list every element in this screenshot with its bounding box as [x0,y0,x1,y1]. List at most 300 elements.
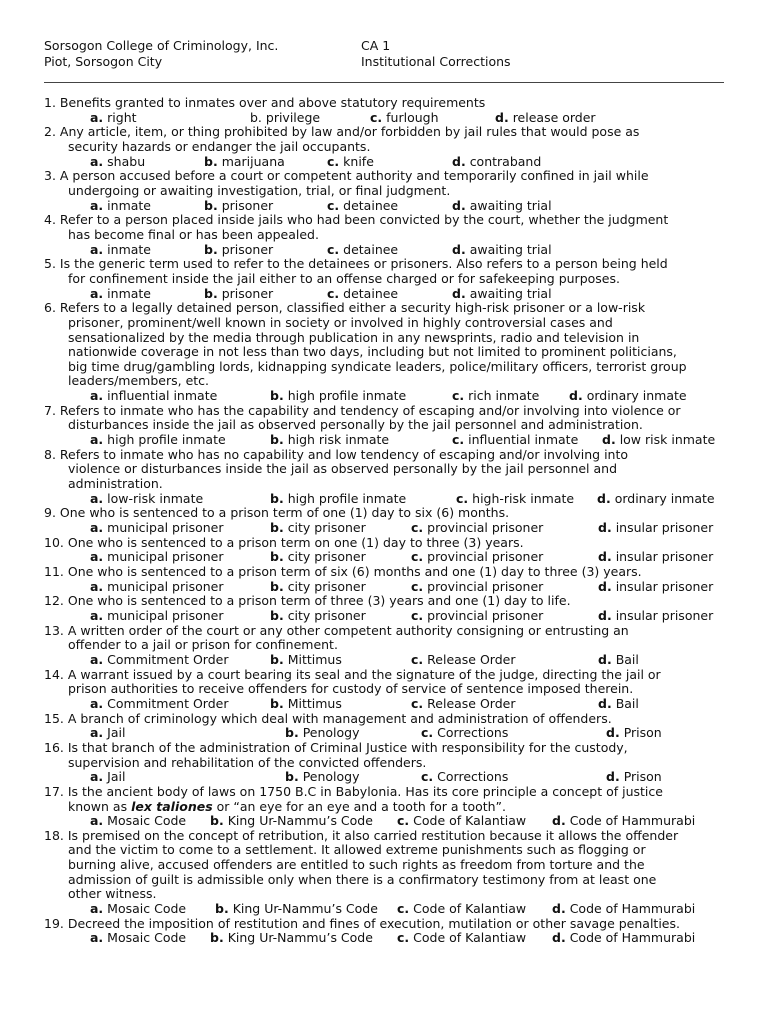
choice-text: low risk inmate [619,432,716,448]
choice-option [270,521,411,536]
choice-option [452,199,552,214]
choice-letter: b. [270,520,284,536]
choice-letter: a. [90,432,104,448]
choice-text: rich inmate [468,388,540,404]
question-item [44,257,734,301]
choice-letter: a. [90,549,104,565]
question-text-continuation: violence or disturbances inside the jail as observed personally by the jail personnel and [68,461,618,477]
question-text-continuation: undergoing or awaiting investigation, trial, or final judgment. [68,182,451,198]
choice-option [411,521,598,536]
choice-text: prisoner [221,285,274,301]
choice-letter: a. [90,153,104,169]
choice-row [44,199,734,214]
question-text-continuation: security hazards or endanger the jail occupants. [68,138,371,154]
choice-option [90,550,270,565]
choice-letter: b. [270,578,284,594]
choice-letter: a. [90,607,104,623]
question-text-continuation: nationwide coverage in not less than two days, including but not limited to prominent politicians, [68,344,677,360]
choice-letter: d. [602,432,616,448]
choice-text: shabu [107,153,146,169]
choice-letter: d. [598,578,612,594]
choice-option [285,726,421,741]
school-address: Piot, Sorsogon City [44,54,163,69]
choice-option [270,550,411,565]
choice-text: prisoner [221,197,274,213]
question-text-continuation: offender to a jail or prison for confinement. [68,637,338,653]
choice-letter: c. [411,578,424,594]
choice-letter: a. [90,901,104,917]
choice-letter: c. [411,607,424,623]
school-name: Sorsogon College of Criminology, Inc. [44,38,279,53]
choice-text: low-risk inmate [107,490,204,506]
choice-text: contraband [469,153,542,169]
question-text: 11. One who is sentenced to a prison term of six (6) months and one (1) day to three (3) years. [44,564,642,579]
choice-letter: c. [397,930,410,946]
question-text-continuation: big time drug/gambling lords, kidnapping syndicate leaders, police/military officers, terrorist group [68,358,687,374]
choice-letter: d. [598,520,612,536]
question-item [44,785,734,829]
choice-option [204,155,327,170]
choice-text: provincial prisoner [427,578,544,594]
choice-letter: a. [90,725,104,741]
choice-letter: c. [327,241,340,257]
choice-text: inmate [107,285,151,301]
choice-letter: c. [421,769,434,785]
choice-text: Code of Hammurabi [569,930,696,946]
choice-option [285,770,421,785]
choice-option [452,243,552,258]
question-item [44,301,734,404]
choice-option [411,697,598,712]
choice-letter: b. [204,153,218,169]
choice-text: Code of Hammurabi [569,813,696,829]
choice-text: Penology [302,725,360,741]
choice-option [90,653,270,668]
question-text-continuation: administration. [68,476,163,492]
choice-text: insular prisoner [615,549,714,565]
question-item [44,96,734,125]
choice-text: Corrections [437,769,509,785]
question-item [44,594,734,623]
choice-row [44,492,734,507]
question-text: 9. One who is sentenced to a prison term of one (1) day to six (6) months. [44,505,510,521]
choice-text: city prisoner [287,520,366,536]
choice-letter: c. [327,153,340,169]
choice-text: insular prisoner [615,578,714,594]
choice-option [598,609,713,624]
choice-option [270,653,411,668]
choice-letter: a. [90,930,104,946]
choice-text: high risk inmate [287,432,390,448]
choice-text: insular prisoner [615,520,714,536]
question-text: 12. One who is sentenced to a prison term of three (3) years and one (1) day to life. [44,593,571,609]
choice-text: Mittimus [287,695,342,711]
choice-option [90,492,270,507]
choice-text: Code of Kalantiaw [413,930,527,946]
choice-option [90,433,270,448]
choice-text: provincial prisoner [427,549,544,565]
choice-text: prisoner [221,241,274,257]
choice-option [452,389,569,404]
choice-letter: c. [411,549,424,565]
choice-text: high profile inmate [287,490,407,506]
choice-option [250,111,370,126]
choice-letter: a. [90,651,104,667]
choice-option [598,653,639,668]
question-text: 5. Is the generic term used to refer to the detainees or prisoners. Also refers to a person being held [44,256,668,272]
choice-row [44,931,734,946]
choice-letter: b. [270,490,284,506]
question-item [44,506,734,535]
choice-option [90,155,204,170]
choice-option [598,521,713,536]
choice-row [44,814,734,829]
choice-option [598,550,713,565]
choice-row [44,726,734,741]
choice-text: high profile inmate [287,388,407,404]
choice-option [270,433,452,448]
choice-letter: a. [90,695,104,711]
question-text: 13. A written order of the court or any other competent authority consigning or entrusting an [44,622,629,638]
choice-letter: d. [452,197,466,213]
choice-row [44,111,734,126]
question-text-continuation: burning alive, accused offenders are entitled to such rights as freedom from torture and the [68,857,645,873]
choice-option [552,931,695,946]
choice-text: Commitment Order [107,695,229,711]
choice-letter: a. [90,241,104,257]
choice-option [327,287,452,302]
choice-letter: c. [411,695,424,711]
choice-option [569,389,687,404]
text-fragment: or “an eye for an eye and a tooth for a tooth”. [212,798,507,814]
choice-letter: a. [90,388,104,404]
choice-letter: b. [204,285,218,301]
choice-row [44,243,734,258]
question-item [44,404,734,448]
choice-text: right [107,109,137,125]
choice-option [90,931,210,946]
question-text: 14. A warrant issued by a court bearing its seal and the signature of the judge, directing the jail or [44,666,661,682]
choice-text: awaiting trial [469,285,552,301]
choice-text: municipal prisoner [107,607,224,623]
question-text: 4. Refer to a person placed inside jails who had been convicted by the court, whether the judgment [44,212,669,228]
choice-option [90,287,204,302]
choice-letter: c. [327,197,340,213]
question-text: 16. Is that branch of the administration of Criminal Justice with responsibility for the custody, [44,739,628,755]
choice-row [44,155,734,170]
choice-row [44,697,734,712]
choice-option [397,902,552,917]
choice-text: provincial prisoner [427,520,544,536]
choice-letter: d. [452,285,466,301]
choice-letter: d. [597,490,611,506]
choice-option [270,609,411,624]
choice-option [90,609,270,624]
choice-letter: d. [606,769,620,785]
choice-text: influential inmate [468,432,579,448]
choice-option [552,814,695,829]
choice-option [90,580,270,595]
question-text: 18. Is premised on the concept of retribution, it also carried restitution because it allows the offender [44,827,679,843]
question-text-continuation: for confinement inside the jail either to an offense charged or for safekeeping purposes. [68,270,620,286]
choice-text: Bail [615,651,639,667]
choice-option [411,653,598,668]
question-item [44,213,734,257]
choice-option [215,902,397,917]
question-item [44,565,734,594]
question-text-continuation: other witness. [68,886,157,902]
choice-option [270,492,456,507]
choice-letter: d. [569,388,583,404]
choice-text: Mittimus [287,651,342,667]
course-title: Institutional Corrections [361,54,511,69]
choice-letter: a. [90,197,104,213]
choice-option [90,199,204,214]
question-item [44,712,734,741]
choice-letter: b. [270,651,284,667]
choice-option [452,287,552,302]
question-text: 6. Refers to a legally detained person, classified either a security high-risk prisoner or a low-risk [44,300,646,316]
choice-option [606,726,662,741]
choice-row [44,433,734,448]
choice-text: Jail [107,769,126,785]
choice-letter: c. [411,520,424,536]
choice-option [598,580,713,595]
choice-option [270,580,411,595]
choice-text: ordinary inmate [586,388,687,404]
choice-text: Corrections [437,725,509,741]
choice-letter: c. [327,285,340,301]
choice-letter: d. [598,607,612,623]
choice-option [327,155,452,170]
question-text-continuation: prison authorities to receive offenders for custody of service of sentence imposed therein. [68,681,634,697]
choice-row [44,770,734,785]
choice-option [270,389,452,404]
question-text-continuation: and the victim to come to a settlement. It allowed extreme punishments such as flogging or [68,842,646,858]
choice-letter: c. [456,490,469,506]
question-text: 3. A person accused before a court or competent authority and temporarily confined in jail while [44,168,649,184]
choice-letter: d. [598,549,612,565]
question-list [44,96,734,946]
choice-option [90,389,270,404]
question-item [44,917,734,946]
choice-text: ordinary inmate [614,490,715,506]
choice-text: awaiting trial [469,197,552,213]
choice-text: inmate [107,197,151,213]
question-item [44,169,734,213]
question-text-continuation: supervision and rehabilitation of the convicted offenders. [68,754,427,770]
choice-text: city prisoner [287,578,366,594]
choice-text: Prison [623,725,662,741]
choice-option [397,931,552,946]
choice-option [327,243,452,258]
choice-letter: b. [285,725,299,741]
choice-letter: d. [598,695,612,711]
choice-option [204,199,327,214]
choice-letter: b. [210,930,224,946]
choice-letter: b. [270,388,284,404]
choice-option [552,902,695,917]
choice-text: Jail [107,725,126,741]
choice-text: municipal prisoner [107,578,224,594]
choice-letter: a. [90,109,104,125]
choice-letter: b. [204,197,218,213]
question-text: 8. Refers to inmate who has no capability and low tendency of escaping and/or involving into [44,446,629,462]
choice-text: King Ur-Nammu’s Code [227,813,373,829]
question-text-continuation [44,800,734,815]
choice-text: Commitment Order [107,651,229,667]
choice-row [44,902,734,917]
choice-row [44,580,734,595]
document-header [44,38,724,70]
question-text-continuation: prisoner, prominent/well known in society or involved in highly controversial cases and [68,314,613,330]
choice-letter: a. [90,769,104,785]
choice-letter: d. [606,725,620,741]
question-item [44,741,734,785]
choice-option [327,199,452,214]
choice-text: Mosaic Code [107,901,187,917]
choice-text: Release Order [427,695,516,711]
choice-text: municipal prisoner [107,549,224,565]
choice-letter: c. [421,725,434,741]
question-item [44,536,734,565]
choice-option [411,609,598,624]
choice-row [44,287,734,302]
question-text: 19. Decreed the imposition of restitution and fines of execution, mutilation or other savage penalties. [44,915,680,931]
choice-option [90,111,250,126]
choice-letter: c. [452,388,465,404]
choice-text: Prison [623,769,662,785]
choice-letter: b. [204,241,218,257]
choice-row [44,609,734,624]
choice-letter: d. [598,651,612,667]
choice-text: Mosaic Code [107,930,187,946]
choice-text: release order [512,109,596,125]
choice-text: influential inmate [107,388,218,404]
choice-option [421,770,606,785]
choice-text: high profile inmate [107,432,226,448]
choice-option [90,697,270,712]
choice-text: Penology [302,769,360,785]
choice-letter: d. [552,901,566,917]
choice-letter: d. [495,109,509,125]
choice-option [270,697,411,712]
choice-text: King Ur-Nammu’s Code [227,930,373,946]
choice-option [495,111,596,126]
choice-letter: b. [270,607,284,623]
choice-text: Code of Kalantiaw [413,813,527,829]
question-text: 10. One who is sentenced to a prison term on one (1) day to three (3) years. [44,534,524,550]
choice-text: detainee [343,285,399,301]
choice-letter: c. [411,651,424,667]
choice-text: city prisoner [287,549,366,565]
choice-option [411,580,598,595]
choice-letter: d. [552,930,566,946]
choice-text: Release Order [427,651,516,667]
choice-option [456,492,597,507]
choice-option [204,287,327,302]
choice-row [44,389,734,404]
choice-text: insular prisoner [615,607,714,623]
choice-option [90,521,270,536]
choice-text: Mosaic Code [107,813,187,829]
text-fragment: known as [68,798,132,814]
choice-option [606,770,662,785]
choice-text: municipal prisoner [107,520,224,536]
question-text-continuation: leaders/members, etc. [68,373,210,389]
choice-text: city prisoner [287,607,366,623]
question-text: 1. Benefits granted to inmates over and above statutory requirements [44,95,486,110]
choice-letter: d. [452,153,466,169]
choice-letter: b. [270,432,284,448]
choice-text: knife [343,153,374,169]
choice-option [210,931,397,946]
question-text-continuation: sensationalized by the media through publication in any newsprints, radio and television in [68,329,640,345]
choice-option [90,902,215,917]
choice-letter: a. [90,578,104,594]
choice-letter: d. [552,813,566,829]
choice-text: detainee [343,197,399,213]
header-divider [44,82,724,83]
choice-option [452,433,602,448]
choice-row [44,653,734,668]
question-text-continuation: disturbances inside the jail as observed personally by the jail personnel and administration. [68,417,643,433]
choice-letter: b. [210,813,224,829]
choice-text: furlough [386,109,439,125]
choice-letter: a. [90,813,104,829]
choice-text: inmate [107,241,151,257]
question-text: 15. A branch of criminology which deal with management and administration of offenders. [44,710,612,726]
choice-letter: d. [452,241,466,257]
choice-letter: c. [452,432,465,448]
question-text: 7. Refers to inmate who has the capability and tendency of escaping and/or involving into violence or [44,402,681,418]
choice-option [210,814,397,829]
choice-option [598,697,639,712]
choice-option [90,814,210,829]
question-item [44,125,734,169]
choice-option [397,814,552,829]
choice-option [421,726,606,741]
choice-text: Code of Kalantiaw [413,901,527,917]
choice-option [204,243,327,258]
choice-text: detainee [343,241,399,257]
choice-text: provincial prisoner [427,607,544,623]
choice-option [602,433,715,448]
question-text-continuation: admission of guilt is admissible only when there is a confirmatory testimony from at least one [68,871,657,887]
course-code: CA 1 [361,38,391,53]
question-item [44,668,734,712]
choice-text: high-risk inmate [472,490,575,506]
question-item [44,624,734,668]
choice-text: Code of Hammurabi [569,901,696,917]
question-item [44,448,734,507]
choice-letter: c. [370,109,383,125]
choice-text: awaiting trial [469,241,552,257]
choice-letter: a. [90,490,104,506]
question-text-continuation: has become final or has been appealed. [68,226,319,242]
choice-letter: b. [270,549,284,565]
question-text: 17. Is the ancient body of laws on 1750 B.C in Babylonia. Has its core principle a concept of justice [44,783,663,799]
choice-letter: b. [215,901,229,917]
choice-option [90,243,204,258]
choice-row [44,550,734,565]
question-text: 2. Any article, item, or thing prohibited by law and/or forbidden by jail rules that would pose as [44,124,640,140]
question-item [44,829,734,917]
choice-option [370,111,495,126]
choice-letter: a. [90,520,104,536]
choice-option [452,155,541,170]
choice-letter: c. [397,901,410,917]
